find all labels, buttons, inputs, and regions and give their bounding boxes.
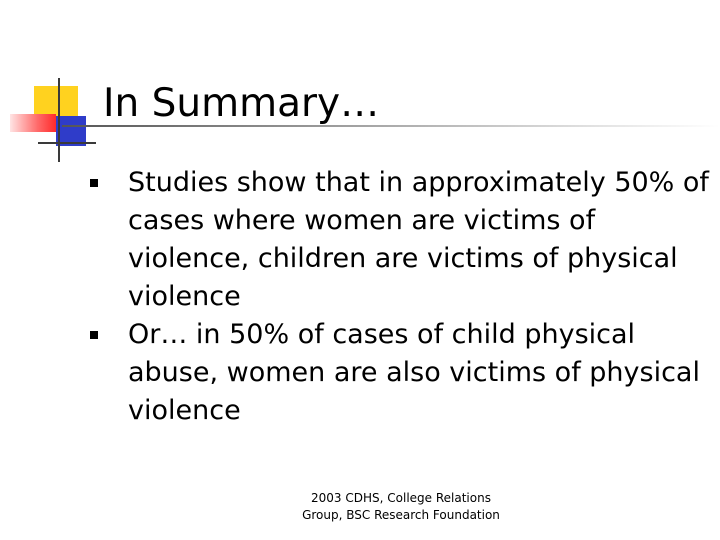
slide-title: In Summary… <box>103 81 380 126</box>
bullet-text: Or… in 50% of cases of child physical abuse, women are also victims of physical violence <box>128 319 700 426</box>
bullet-list <box>90 164 710 430</box>
bullet-square-icon <box>90 179 98 187</box>
decorative-vertical-line <box>58 78 60 162</box>
footer-line-1: 2003 CDHS, College Relations <box>311 491 491 505</box>
decorative-horizontal-line <box>38 142 96 144</box>
bullet-text: Studies show that in approximately 50% of cases where women are victims of violence, children are victims of physical violence <box>128 167 709 312</box>
slide-footer <box>250 490 552 524</box>
bullet-item <box>90 316 710 430</box>
decorative-red-bar <box>10 114 56 132</box>
bullet-square-icon <box>90 331 98 339</box>
footer-line-2: Group, BSC Research Foundation <box>302 508 500 522</box>
bullet-item <box>90 164 710 316</box>
